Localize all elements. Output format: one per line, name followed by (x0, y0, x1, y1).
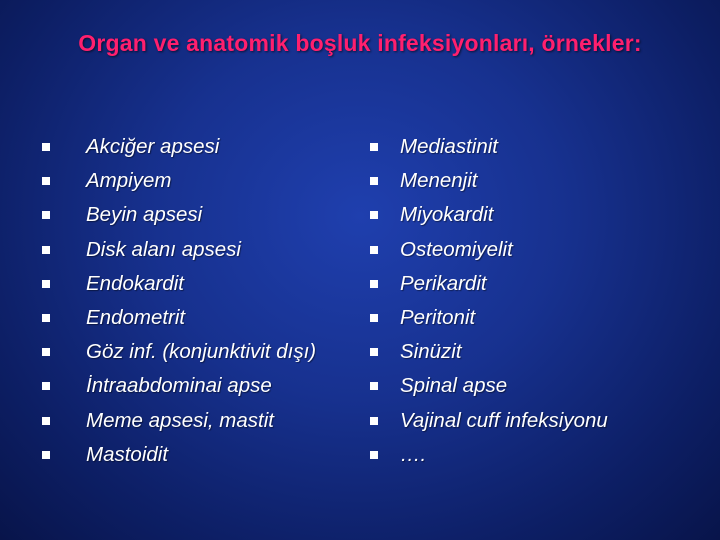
list-item (42, 198, 372, 232)
list-item-label: Perikardit (400, 271, 487, 295)
list-item (370, 233, 670, 267)
square-bullet-icon (42, 314, 50, 322)
list-item (42, 438, 372, 472)
list-item (370, 130, 670, 164)
list-item-label: Beyin apsesi (86, 203, 203, 227)
list-item (42, 335, 372, 369)
list-item (42, 130, 372, 164)
list-item-label: Vajinal cuff infeksiyonu (400, 408, 608, 432)
slide-title: Organ ve anatomik boşluk infeksiyonları, örnekler: (78, 30, 642, 56)
list-item-label: Disk alanı apsesi (86, 237, 241, 261)
list-item (370, 164, 670, 198)
square-bullet-icon (370, 246, 378, 254)
list-item-label: Ampiyem (86, 169, 172, 193)
square-bullet-icon (370, 314, 378, 322)
square-bullet-icon (370, 348, 378, 356)
list-item-label: Miyokardit (400, 203, 494, 227)
square-bullet-icon (42, 246, 50, 254)
square-bullet-icon (42, 143, 50, 151)
square-bullet-icon (42, 382, 50, 390)
list-item-label: Akciğer apsesi (86, 135, 220, 159)
list-item-label: İntraabdominai apse (86, 374, 272, 398)
list-item (370, 301, 670, 335)
list-item-label: Spinal apse (400, 374, 508, 398)
list-item-label: Göz inf. (konjunktivit dışı) (86, 340, 317, 364)
list-item-label: Peritonit (400, 306, 476, 330)
list-item (370, 198, 670, 232)
list-item-label: Meme apsesi, mastit (86, 408, 274, 432)
square-bullet-icon (42, 451, 50, 459)
list-item (370, 438, 670, 472)
list-item (42, 267, 372, 301)
list-item-label: …. (400, 442, 427, 466)
list-item-label: Osteomiyelit (400, 237, 513, 261)
list-item (370, 267, 670, 301)
list-item (42, 369, 372, 403)
square-bullet-icon (42, 417, 50, 425)
square-bullet-icon (370, 382, 378, 390)
list-item (42, 404, 372, 438)
square-bullet-icon (370, 451, 378, 459)
square-bullet-icon (370, 280, 378, 288)
square-bullet-icon (42, 280, 50, 288)
list-item-label: Endokardit (86, 271, 185, 295)
list-item (42, 301, 372, 335)
list-item-label: Mastoidit (86, 442, 169, 466)
list-item-label: Mediastinit (400, 135, 498, 159)
list-item (42, 164, 372, 198)
square-bullet-icon (370, 417, 378, 425)
square-bullet-icon (42, 177, 50, 185)
left-list (42, 130, 372, 472)
list-item (370, 335, 670, 369)
list-item (370, 369, 670, 403)
square-bullet-icon (370, 211, 378, 219)
square-bullet-icon (370, 143, 378, 151)
square-bullet-icon (42, 211, 50, 219)
list-item (370, 404, 670, 438)
square-bullet-icon (370, 177, 378, 185)
list-item-label: Menenjit (400, 169, 478, 193)
list-item-label: Sinüzit (400, 340, 462, 364)
square-bullet-icon (42, 348, 50, 356)
list-item (42, 233, 372, 267)
right-list (370, 130, 670, 472)
list-item-label: Endometrit (86, 306, 186, 330)
